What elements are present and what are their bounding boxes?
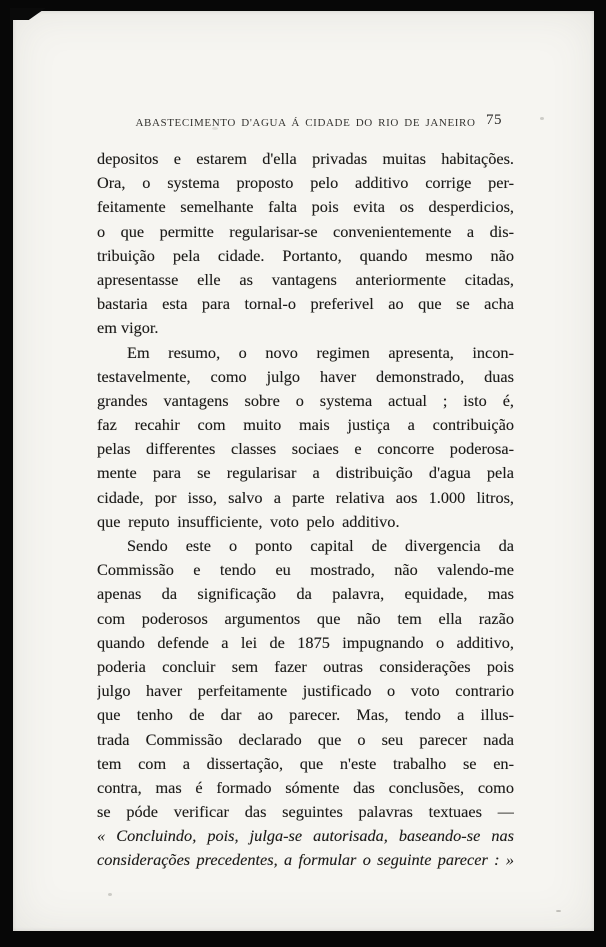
text-line: tribuição pela cidade. Portanto, quando mesmo não [97,245,514,265]
text-line: que reputo insufficiente, voto pelo additivo. [97,511,400,531]
running-title: ABASTECIMENTO D'AGUA Á CIDADE DO RIO DE JANEIRO [135,117,476,129]
text-line: « Concluindo, pois, julga-se autorisada, baseando-se nas [97,826,514,846]
text-line: com poderosos argumentos que não tem ella razão [97,608,514,628]
text-line: apresentasse elle as vantagens anteriormente citadas, [97,269,514,289]
text-line: Ora, o systema proposto pelo additivo corrige per- [97,173,514,193]
text-line: contra, mas é formado sómente das conclusões, como [97,777,514,797]
text-line: depositos e estarem d'ella privadas muitas habitações. [97,149,514,168]
scan-speck [556,910,561,912]
text-line: cidade, por isso, salvo a parte relativa aos 1.000 litros, [97,487,514,507]
text-line: em vigor. [97,318,159,338]
text-line: Commissão e tendo eu mostrado, não valendo-me [97,560,514,580]
text-line: se póde verificar das seguintes palavras textuaes — [97,802,514,822]
book-page [13,11,594,931]
text-line: Em resumo, o novo regimen apresenta, incon- [127,342,514,362]
scan-speck [540,117,544,120]
text-line: testavelmente, como julgo haver demonstrado, duas [97,366,514,386]
text-line: poderia concluir sem fazer outras considerações pois [97,656,514,676]
body-text [97,147,514,873]
text-line: grandes vantagens sobre o systema actual ; isto é, [97,390,514,410]
text-line: julgo haver perfeitamente justificado o voto contrario [97,681,514,701]
text-line: pelas differentes classes sociaes e concorre poderosa- [97,439,514,459]
text-line: quando defende a lei de 1875 impugnando o additivo, [97,632,514,652]
running-header [97,117,514,129]
text-line: o que permitte regularisar-se convenientemente a dis- [97,221,514,241]
text-line: tem com a dissertação, que n'este trabalho se en- [97,753,514,773]
text-line: bastaria esta para tornal-o preferivel ao que se acha [97,294,514,314]
scan-speck [108,893,112,896]
text-line: apenas da significação da palavra, equidade, mas [97,584,514,604]
text-line: que tenho de dar ao parecer. Mas, tendo a illus- [97,705,514,725]
page-number: 75 [486,112,502,128]
text-line: trada Commissão declarado que o seu parecer nada [97,729,514,749]
text-line: feitamente semelhante falta pois evita os desperdicios, [97,197,514,217]
scan-speck [212,127,218,130]
text-line: mente para se regularisar a distribuição d'agua pela [97,463,514,483]
text-line: faz recahir com muito mais justiça a contribuição [97,415,514,435]
scan-artifact [10,8,46,20]
text-line: Sendo este o ponto capital de divergencia da [127,536,514,555]
text-line: considerações precedentes, a formular o seguinte parecer : » [97,850,514,870]
